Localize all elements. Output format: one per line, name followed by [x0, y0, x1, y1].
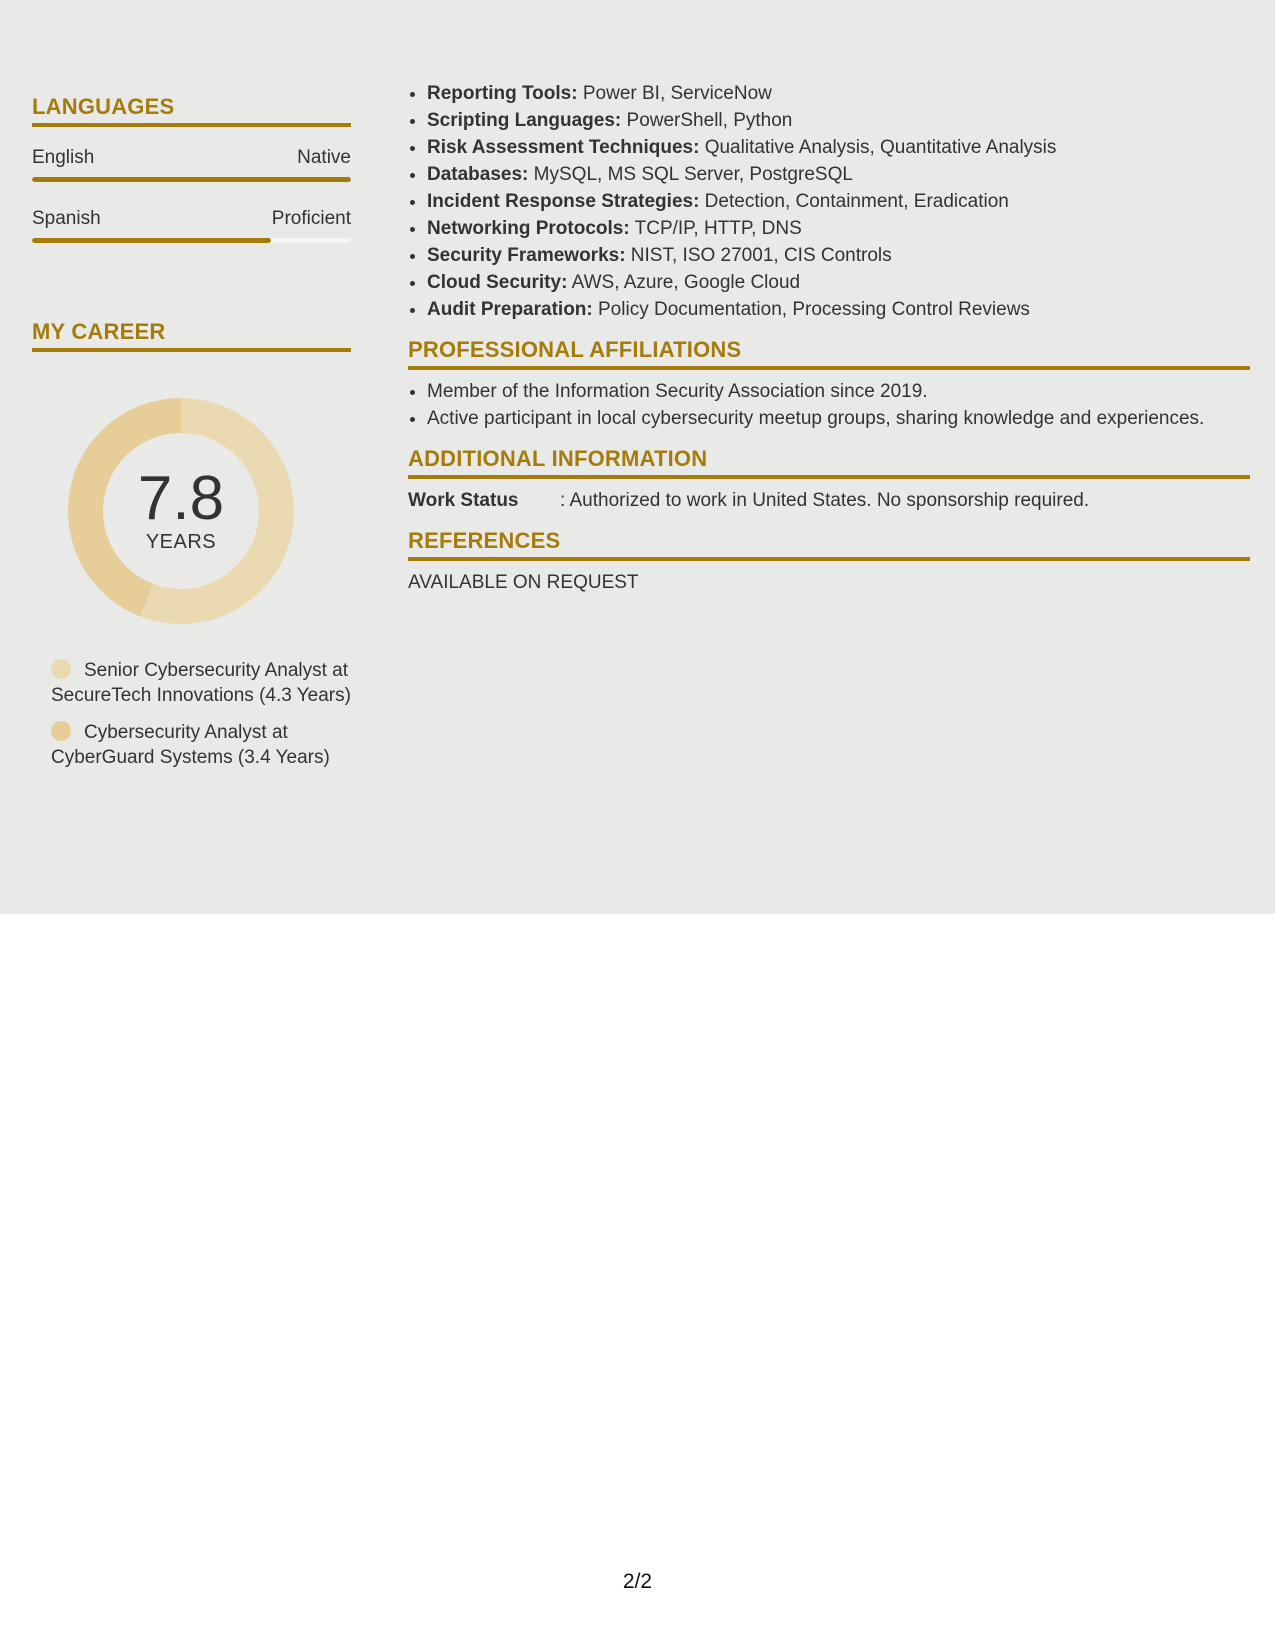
- language-item: [32, 147, 351, 182]
- skill-item: [427, 242, 1250, 269]
- language-level: Native: [297, 147, 351, 168]
- skill-value: Qualitative Analysis, Quantitative Analysis: [699, 137, 1057, 158]
- skill-value: Policy Documentation, Processing Control Reviews: [592, 299, 1030, 320]
- language-proficiency-fill: [32, 238, 271, 243]
- career-years-unit: YEARS: [145, 531, 217, 553]
- affiliations-heading: PROFESSIONAL AFFILIATIONS: [408, 337, 1250, 370]
- skill-value: MySQL, MS SQL Server, PostgreSQL: [528, 164, 853, 185]
- skill-value: Detection, Containment, Eradication: [699, 191, 1009, 212]
- skill-label: Databases:: [427, 164, 529, 185]
- language-level: Proficient: [271, 208, 351, 229]
- skill-value: Power BI, ServiceNow: [577, 83, 772, 104]
- work-status-row: [408, 487, 1250, 514]
- affiliations-section: [408, 337, 1250, 432]
- language-proficiency-bar: [32, 177, 351, 182]
- affiliation-item: • Member of the Information Security Association since 2019.: [427, 378, 1250, 405]
- work-status-value: : Authorized to work in United States. No sponsorship required.: [560, 490, 1090, 511]
- skill-item: [427, 107, 1250, 134]
- career-total-years: 7.8: [137, 464, 225, 533]
- skill-item: [427, 269, 1250, 296]
- references-section: [408, 528, 1250, 596]
- skill-item: [427, 296, 1250, 323]
- main-content: [408, 80, 1250, 596]
- affiliations-list: [408, 378, 1250, 432]
- career-heading: MY CAREER: [32, 319, 351, 352]
- skill-item: [427, 80, 1250, 107]
- legend-dot-icon: [51, 659, 71, 679]
- sidebar: [32, 94, 351, 782]
- language-proficiency-bar: [32, 238, 351, 243]
- additional-info-section: [408, 446, 1250, 514]
- career-legend-label: Senior Cybersecurity Analyst at SecureTech Innovations (4.3 Years): [51, 660, 351, 706]
- languages-heading: LANGUAGES: [32, 94, 351, 127]
- work-status-label: Work Status: [408, 490, 519, 511]
- career-legend: [51, 658, 351, 770]
- skill-value: AWS, Azure, Google Cloud: [567, 272, 801, 293]
- language-item: [32, 208, 351, 243]
- references-heading: REFERENCES: [408, 528, 1250, 561]
- skill-value: TCP/IP, HTTP, DNS: [629, 218, 802, 239]
- skill-label: Risk Assessment Techniques:: [427, 137, 700, 158]
- skills-list: [408, 80, 1250, 323]
- skill-item: [427, 215, 1250, 242]
- language-name: English: [32, 147, 95, 168]
- career-donut-chart: [66, 396, 296, 626]
- career-legend-item: [51, 720, 351, 770]
- page-number: 2/2: [622, 1570, 653, 1593]
- skill-label: Scripting Languages:: [427, 110, 622, 131]
- career-legend-item: [51, 658, 351, 708]
- skill-label: Cloud Security:: [427, 272, 568, 293]
- skill-label: Incident Response Strategies:: [427, 191, 700, 212]
- skill-label: Reporting Tools:: [427, 83, 578, 104]
- skill-item: [427, 161, 1250, 188]
- references-text: AVAILABLE ON REQUEST: [408, 572, 639, 593]
- skill-label: Security Frameworks:: [427, 245, 626, 266]
- language-proficiency-fill: [32, 177, 351, 182]
- skill-label: Networking Protocols:: [427, 218, 630, 239]
- additional-info-heading: ADDITIONAL INFORMATION: [408, 446, 1250, 479]
- language-name: Spanish: [32, 208, 101, 229]
- skill-item: [427, 134, 1250, 161]
- skill-item: [427, 188, 1250, 215]
- skill-label: Audit Preparation:: [427, 299, 593, 320]
- skill-value: NIST, ISO 27001, CIS Controls: [625, 245, 892, 266]
- legend-dot-icon: [51, 721, 71, 741]
- career-legend-label: Cybersecurity Analyst at CyberGuard Systems (3.4 Years): [51, 722, 330, 768]
- skill-value: PowerShell, Python: [621, 110, 793, 131]
- affiliation-item: • Active participant in local cybersecurity meetup groups, sharing knowledge and experiences.: [427, 405, 1250, 432]
